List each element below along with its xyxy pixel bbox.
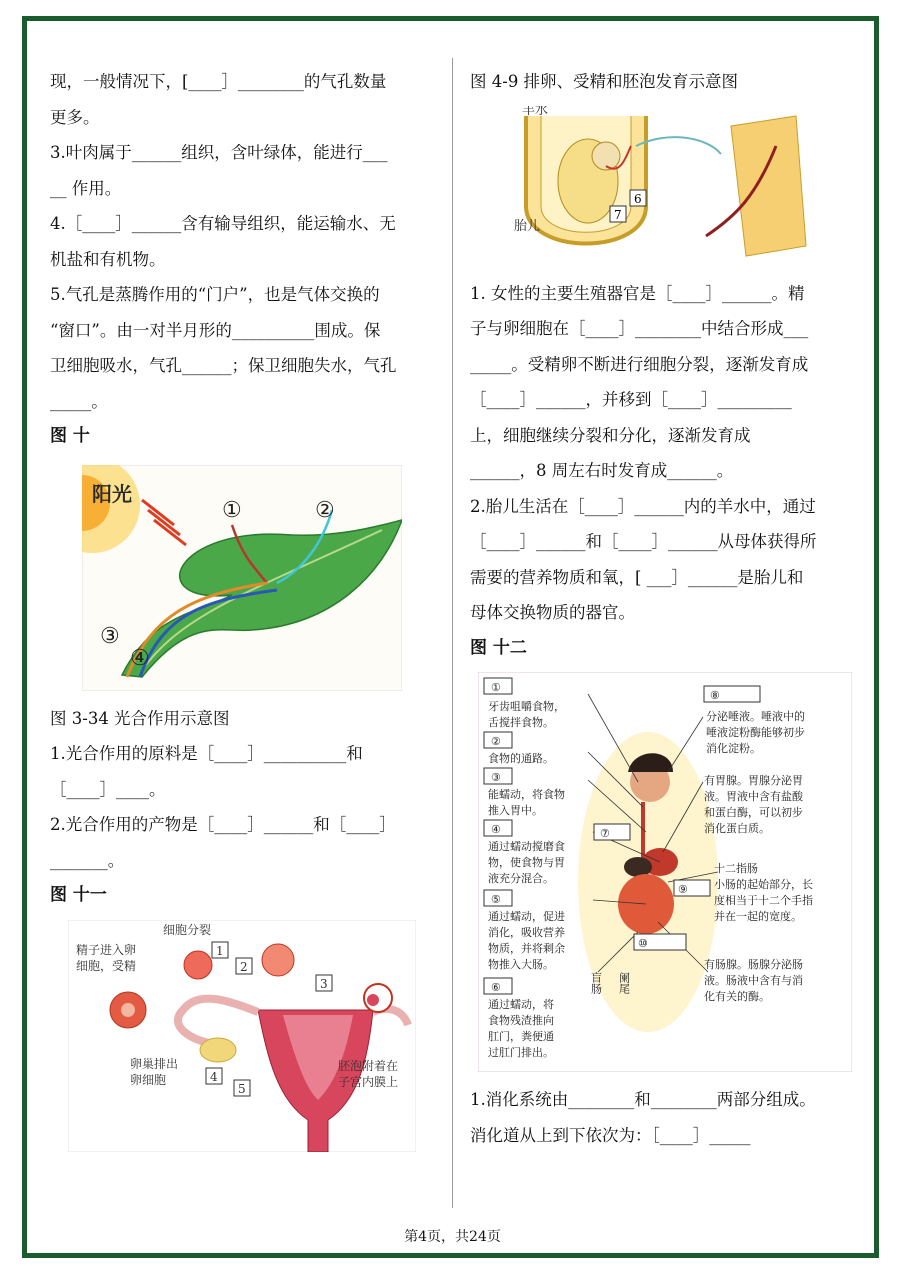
svg-text:通过蠕动，将: 通过蠕动，将 (488, 998, 554, 1011)
svg-text:①: ① (491, 681, 501, 694)
svg-text:并在一起的宽度。: 并在一起的宽度。 (714, 910, 802, 923)
fertilization-figure (68, 920, 416, 1152)
svg-text:舌搅拌食物。: 舌搅拌食物。 (488, 716, 554, 729)
reproductive-diagram (68, 920, 416, 1152)
svg-text:物推入大肠。: 物推入大肠。 (488, 958, 554, 971)
svg-text:⑧: ⑧ (710, 689, 720, 702)
box-7: 7 (614, 207, 622, 222)
svg-text:③: ③ (491, 771, 501, 784)
svg-text:液。肠液中含有与消: 液。肠液中含有与消 (704, 974, 803, 987)
text-line: __ 作用。 (50, 178, 122, 198)
figure-10-heading: 图 十 (50, 426, 90, 446)
svg-text:和蛋白酶，可以初步: 和蛋白酶，可以初步 (704, 806, 803, 819)
text-line: 上，细胞继续分裂和分化，逐渐发育成 (470, 425, 751, 445)
box-4: 4 (210, 1069, 218, 1084)
text-line: 现，一般情况下，[____］________的气孔数量 (50, 72, 387, 91)
text-line: 1.消化系统由________和________两部分组成。 (470, 1090, 816, 1109)
label-appendix: 阑尾 (617, 972, 631, 994)
text-line: 更多。 (50, 107, 100, 127)
svg-text:十二指肠: 十二指肠 (714, 862, 758, 875)
text-line: _____。受精卵不断进行细胞分裂，逐渐发育成 (470, 354, 809, 374)
svg-text:有肠腺。肠腺分泌肠: 有肠腺。肠腺分泌肠 (704, 958, 803, 971)
column-divider (452, 58, 453, 1208)
label-division: 细胞分裂 (163, 922, 212, 937)
svg-text:能蠕动，将食物: 能蠕动，将食物 (488, 788, 565, 801)
svg-text:物质，并将剩余: 物质，并将剩余 (488, 942, 565, 955)
text-line: 卫细胞吸水，气孔______；保卫细胞失水，气孔 (50, 356, 397, 375)
label-embryo-2: 子宫内膜上 (338, 1074, 399, 1089)
text-line: 母体交换物质的器官。 (470, 603, 635, 622)
box-6: 6 (634, 191, 642, 206)
label-cecum: 盲肠 (589, 972, 603, 994)
svg-text:牙齿咀嚼食物，: 牙齿咀嚼食物， (488, 700, 565, 713)
text-line: ［____］______，并移到［____］_________ (470, 390, 792, 409)
text-line: “窗口”。由一对半月形的__________围成。保 (50, 320, 381, 340)
text-line: 机盐和有机物。 (50, 249, 166, 269)
label-ovary-2: 卵细胞 (130, 1072, 167, 1087)
svg-text:物，使食物与胃: 物，使食物与胃 (488, 856, 565, 869)
text-line: 1. 女性的主要生殖器官是［____］______。精 (470, 283, 805, 303)
text-line: 1.光合作用的原料是［____］__________和 (50, 744, 363, 763)
box-10: ⑩ (638, 937, 648, 950)
text-line: 2.光合作用的产物是［____］______和［____］ (50, 815, 396, 834)
sun-label: 阳光 (92, 481, 132, 506)
svg-text:唾液淀粉酶能够初步: 唾液淀粉酶能够初步 (706, 726, 805, 739)
svg-text:食物的通路。: 食物的通路。 (488, 752, 554, 765)
box-2: 2 (240, 959, 248, 974)
svg-text:分泌唾液。唾液中的: 分泌唾液。唾液中的 (706, 710, 805, 723)
svg-text:有胃腺。胃腺分泌胃: 有胃腺。胃腺分泌胃 (704, 774, 803, 787)
text-line: 子与卵细胞在［____］________中结合形成___ (470, 319, 809, 338)
svg-text:通过蠕动，促进: 通过蠕动，促进 (488, 910, 565, 923)
svg-text:④: ④ (491, 823, 501, 836)
marker-1: ① (222, 497, 242, 523)
text-line: ［____］______和［____］______从母体获得所 (470, 532, 817, 551)
svg-text:液。胃液中含有盐酸: 液。胃液中含有盐酸 (704, 790, 803, 803)
figure-11-heading: 图 十一 (50, 885, 107, 905)
box-1: 1 (216, 943, 224, 958)
text-line: _______。 (50, 850, 125, 870)
marker-3: ③ (100, 623, 120, 649)
svg-text:过肛门排出。: 过肛门排出。 (488, 1046, 554, 1059)
label-embryo-1: 胚泡附着在 (338, 1058, 399, 1073)
text-line: 4.［____］______含有输导组织，能运输水、无 (50, 214, 396, 233)
fetus-diagram (506, 106, 812, 266)
svg-text:消化淀粉。: 消化淀粉。 (706, 742, 761, 755)
label-amniotic: 羊水 (522, 105, 549, 118)
figure-9-caption: 图 4-9 排卵、受精和胚泡发育示意图 (470, 72, 739, 91)
digestive-figure (478, 672, 852, 1072)
label-ovary-1: 卵巢排出 (130, 1056, 179, 1071)
marker-2: ② (315, 497, 335, 523)
right-column (470, 64, 852, 1153)
box-5: 5 (238, 1081, 246, 1096)
text-line: 3.叶肉属于______组织，含叶绿体，能进行___ (50, 143, 388, 162)
text-line: _____。 (50, 391, 108, 411)
svg-text:食物残渣推向: 食物残渣推向 (488, 1014, 554, 1027)
digestive-diagram (478, 672, 852, 1072)
label-fetus: 胎儿 (514, 218, 541, 234)
svg-text:度相当于十二个手指: 度相当于十二个手指 (714, 894, 813, 907)
svg-text:⑤: ⑤ (491, 893, 501, 906)
marker-4: ④ (130, 645, 150, 671)
svg-text:推入胃中。: 推入胃中。 (488, 804, 543, 817)
box-3: 3 (320, 976, 328, 991)
svg-text:液充分混合。: 液充分混合。 (488, 872, 554, 885)
label-sperm-2: 细胞，受精 (76, 958, 137, 973)
text-line: 消化道从上到下依次为：［____］_____ (470, 1125, 751, 1145)
photosynthesis-figure (82, 465, 402, 691)
text-line: 需要的营养物质和氧，[ ___］______是胎儿和 (470, 567, 804, 587)
svg-text:通过蠕动搅磨食: 通过蠕动搅磨食 (488, 840, 565, 853)
svg-text:肛门，粪便通: 肛门，粪便通 (488, 1030, 554, 1043)
box-7b: ⑦ (600, 827, 610, 840)
fetus-figure (506, 106, 812, 266)
text-line: ______，8 周左右时发育成______。 (470, 461, 734, 480)
left-column (50, 64, 435, 1162)
figure-12-heading: 图 十二 (470, 637, 527, 658)
svg-text:消化，吸收营养: 消化，吸收营养 (488, 926, 565, 939)
figure-10-caption: 图 3-34 光合作用示意图 (50, 708, 230, 728)
svg-text:小肠的起始部分，长: 小肠的起始部分，长 (714, 878, 813, 891)
leaf-diagram (82, 465, 402, 691)
svg-text:②: ② (491, 735, 501, 748)
svg-text:消化蛋白质。: 消化蛋白质。 (704, 822, 770, 835)
label-sperm-1: 精子进入卵 (76, 942, 137, 957)
page-footer: 第4页，共24页 (404, 1229, 501, 1245)
text-line: ［____］____。 (50, 779, 166, 799)
text-line: 5.气孔是蒸腾作用的“门户”，也是气体交换的 (50, 285, 380, 304)
box-9: ⑨ (678, 883, 688, 896)
svg-text:⑥: ⑥ (491, 981, 501, 994)
text-line: 2.胎儿生活在［____］______内的羊水中，通过 (470, 496, 816, 516)
svg-text:化有关的酶。: 化有关的酶。 (704, 990, 770, 1003)
